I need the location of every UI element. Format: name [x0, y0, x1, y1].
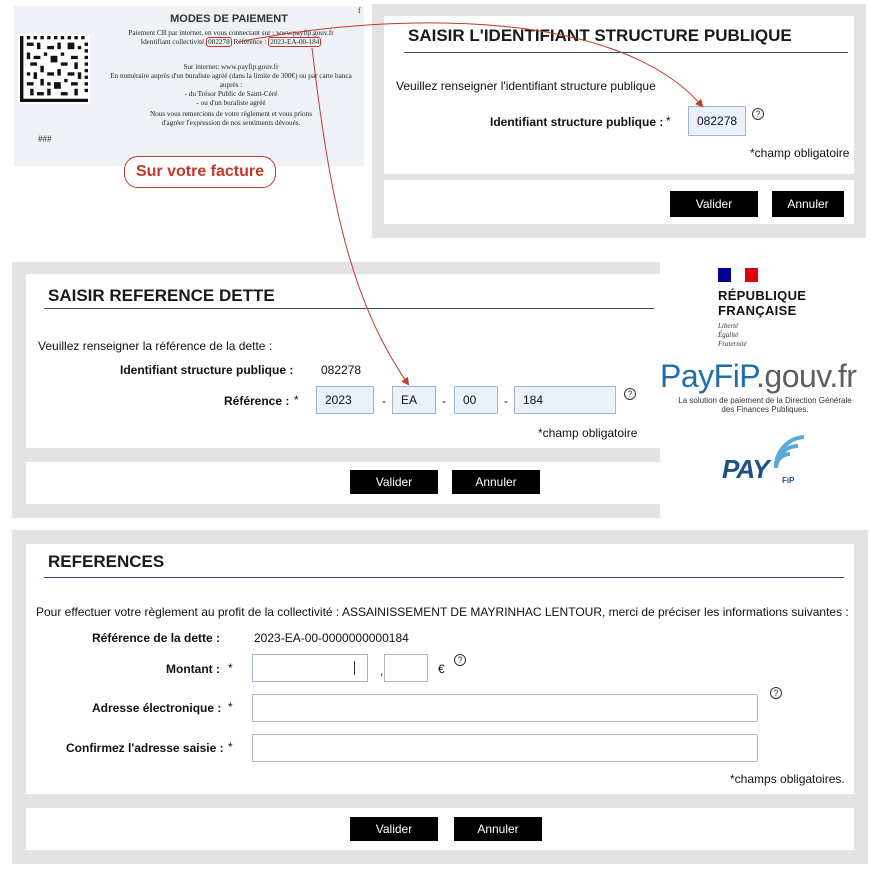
- required-star: *: [228, 700, 233, 714]
- ref-id-value: 082278: [321, 363, 362, 377]
- cancel-button[interactable]: Annuler: [452, 470, 540, 494]
- payfip-tagline-2: des Finances Publiques.: [721, 405, 809, 414]
- pay-fip-sub: FiP: [782, 476, 795, 485]
- invoice-hash: ###: [38, 134, 52, 144]
- id-field-label: Identifiant structure publique :: [490, 115, 664, 129]
- amount-label: Montant :: [166, 662, 220, 676]
- help-icon[interactable]: ?: [454, 654, 466, 666]
- invoice-id-value: 082278: [208, 38, 230, 46]
- ref-separator: -: [442, 394, 446, 408]
- ref-separator: -: [504, 394, 508, 408]
- panel-references-actions: [26, 808, 854, 850]
- rf-line-1: RÉPUBLIQUE: [718, 288, 807, 303]
- panel-reference-body: [26, 274, 660, 448]
- panel-identifiant-body: [384, 16, 854, 174]
- debt-label: Référence de la dette :: [92, 631, 221, 645]
- currency-symbol: €: [438, 662, 445, 676]
- email-label: Adresse électronique :: [92, 701, 222, 715]
- invoice-line-4: En numéraire auprès d'un buraliste agréé (dans la limite de 300€) ou par carte banca: [110, 72, 352, 80]
- ref-instruction: Veuillez renseigner la référence de la dette :: [38, 339, 273, 353]
- cancel-button[interactable]: Annuler: [772, 191, 844, 217]
- ref-number-input[interactable]: 184: [514, 386, 616, 414]
- email-input[interactable]: [252, 694, 758, 722]
- ref-label: Référence :: [224, 394, 290, 408]
- mandatory-note: *champ obligatoire: [750, 146, 850, 160]
- validate-button[interactable]: Valider: [350, 470, 438, 494]
- mandatory-note: *champ obligatoire: [538, 426, 638, 440]
- panel-identifiant-actions: [384, 180, 854, 224]
- validate-button[interactable]: Valider: [670, 191, 758, 217]
- debt-value: 2023-EA-00-0000000000184: [254, 631, 409, 645]
- invoice-id-label: Identifiant collectivité: [140, 38, 205, 46]
- decimal-comma: ,: [380, 664, 384, 678]
- panel-references-body: [26, 544, 854, 794]
- invoice-title: MODES DE PAIEMENT: [170, 13, 288, 25]
- invoice-line-7: - ou d'un buraliste agréé: [196, 99, 266, 107]
- french-flag-icon: [718, 268, 758, 282]
- panel-reference-actions: [26, 462, 660, 504]
- pay-word: PAY: [722, 454, 769, 484]
- help-icon[interactable]: ?: [624, 388, 636, 400]
- facture-callout: Sur votre facture: [124, 156, 276, 188]
- title-rule: [404, 52, 848, 53]
- rf-motto-2: Égalité: [718, 331, 739, 339]
- rf-line-2: FRANÇAISE: [718, 303, 797, 318]
- id-input[interactable]: 082278: [688, 106, 746, 136]
- invoice-line-8: Nous vous remercions de votre règlement et vous prions: [149, 110, 313, 118]
- required-star: *: [228, 661, 233, 675]
- invoice-corner-char: f: [358, 6, 361, 15]
- payfip-logo: [660, 358, 870, 418]
- rf-motto-3: Fraternité: [718, 340, 747, 348]
- payfip-brand: PayFiP: [660, 358, 757, 394]
- panel-references-title: REFERENCES: [48, 552, 165, 571]
- ref-separator: -: [382, 394, 386, 408]
- cancel-button[interactable]: Annuler: [454, 817, 542, 841]
- required-star: *: [228, 740, 233, 754]
- invoice-ref-value: 2023-EA-00-184: [270, 38, 320, 46]
- pay-fip-logo: [720, 432, 810, 488]
- confirm-email-label: Confirmez l'adresse saisie :: [66, 741, 224, 755]
- invoice-line-3: Sur internet: www.payfip.gouv.fr: [183, 63, 279, 71]
- required-star: *: [666, 114, 671, 128]
- amount-cents-input[interactable]: [384, 654, 428, 682]
- ref-year-input[interactable]: 2023: [316, 386, 374, 414]
- mandatory-note: *champs obligatoires.: [730, 772, 845, 786]
- validate-button[interactable]: Valider: [350, 817, 438, 841]
- text-cursor: [354, 661, 355, 675]
- panel-reference: [12, 262, 660, 518]
- invoice-line-9: d'agréer l'expression de nos sentiments dévoués.: [161, 119, 301, 127]
- wifi-waves-icon: [772, 432, 806, 472]
- confirm-email-input[interactable]: [252, 734, 758, 762]
- republique-francaise-logo: [718, 268, 838, 356]
- help-icon[interactable]: ?: [770, 687, 782, 699]
- panel-identifiant-title: SAISIR L'IDENTIFIANT STRUCTURE PUBLIQUE: [408, 26, 792, 45]
- payfip-tagline: [660, 396, 870, 414]
- help-icon[interactable]: ?: [752, 108, 764, 120]
- required-star: *: [294, 393, 299, 407]
- ref-code-input[interactable]: EA: [392, 386, 436, 414]
- payfip-wordmark: [660, 358, 856, 395]
- rf-motto-1: Liberté: [718, 322, 739, 330]
- refs-intro: Pour effectuer votre règlement au profit de la collectivité : ASSAINISSEMENT DE MAYRINHAC LENTOUR, merci de préciser les informations suivantes :: [36, 605, 849, 619]
- payfip-domain: .gouv.fr: [756, 358, 857, 394]
- panel-references: [12, 530, 868, 864]
- panel-identifiant: [372, 4, 866, 238]
- invoice-line-1: Paiement CB par internet, en vous connectant sur : www.payfip.gouv.fr: [128, 29, 334, 37]
- ref-part-input[interactable]: 00: [454, 386, 498, 414]
- invoice-line-6: - du Trésor Public de Saint-Céré: [184, 90, 278, 98]
- panel-reference-title: SAISIR REFERENCE DETTE: [48, 286, 275, 305]
- payfip-tagline-1: La solution de paiement de la Direction Générale: [678, 396, 852, 405]
- datamatrix-code: [18, 34, 90, 104]
- id-instruction: Veuillez renseigner l'identifiant structure publique: [396, 79, 656, 93]
- title-rule: [44, 308, 654, 309]
- invoice-line-2: [86, 38, 376, 47]
- invoice-excerpt: [14, 6, 364, 166]
- invoice-ref-label: Référence :: [233, 38, 267, 46]
- title-rule: [44, 577, 844, 578]
- ref-id-label: Identifiant structure publique :: [120, 363, 294, 377]
- amount-euros-input[interactable]: [252, 654, 368, 682]
- invoice-line-5: auprès :: [219, 81, 243, 89]
